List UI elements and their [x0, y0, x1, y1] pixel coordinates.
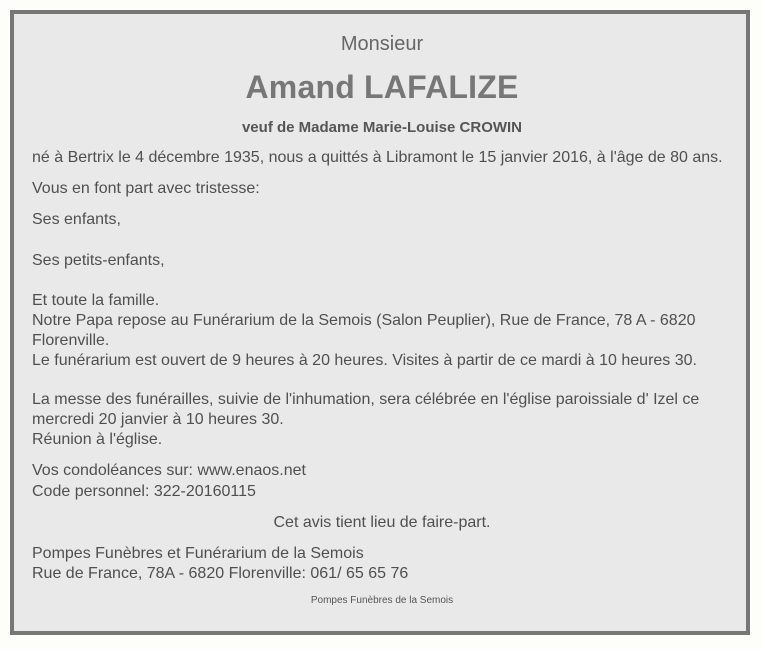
personal-code-line: Code personnel: 322-20160115	[32, 483, 256, 500]
obituary-card	[10, 10, 750, 635]
intro-line: Vous en font part avec tristesse:	[32, 180, 260, 197]
deceased-name: Amand LAFALIZE	[245, 69, 519, 105]
notice-line: Cet avis tient lieu de faire-part.	[273, 514, 491, 531]
footer-credit: Pompes Funèbres de la Semois	[310, 595, 454, 606]
birth-death-line: né à Bertrix le 4 décembre 1935, nous a quittés à Libramont le 15 janvier 2016, à l'âge de 80 ans.	[32, 149, 723, 166]
mass-line-1: La messe des funérailles, suivie de l'inhumation, sera célébrée en l'église paroissiale d' Izel ce	[32, 391, 700, 408]
family-line: Et toute la famille.	[32, 292, 160, 309]
honorific: Monsieur	[340, 33, 424, 55]
company-line-2: Rue de France, 78A - 6820 Florenville: 061/ 65 65 76	[32, 565, 409, 582]
children-line: Ses enfants,	[32, 211, 121, 228]
hours-line: Le funérarium est ouvert de 9 heures à 20 heures. Visites à partir de ce mardi à 10 heures 30.	[32, 352, 697, 369]
spouse-line: veuf de Madame Marie-Louise CROWIN	[241, 119, 523, 136]
grandchildren-line: Ses petits-enfants,	[32, 252, 165, 269]
repose-line-1: Notre Papa repose au Funérarium de la Semois (Salon Peuplier), Rue de France, 78 A - 6820	[32, 312, 696, 329]
condolences-line: Vos condoléances sur: www.enaos.net	[32, 462, 306, 479]
company-line-1: Pompes Funèbres et Funérarium de la Semois	[32, 545, 364, 562]
repose-line-2: Florenville.	[32, 332, 110, 349]
mass-line-2: mercredi 20 janvier à 10 heures 30.	[32, 411, 284, 428]
meeting-line: Réunion à l'église.	[32, 431, 163, 448]
